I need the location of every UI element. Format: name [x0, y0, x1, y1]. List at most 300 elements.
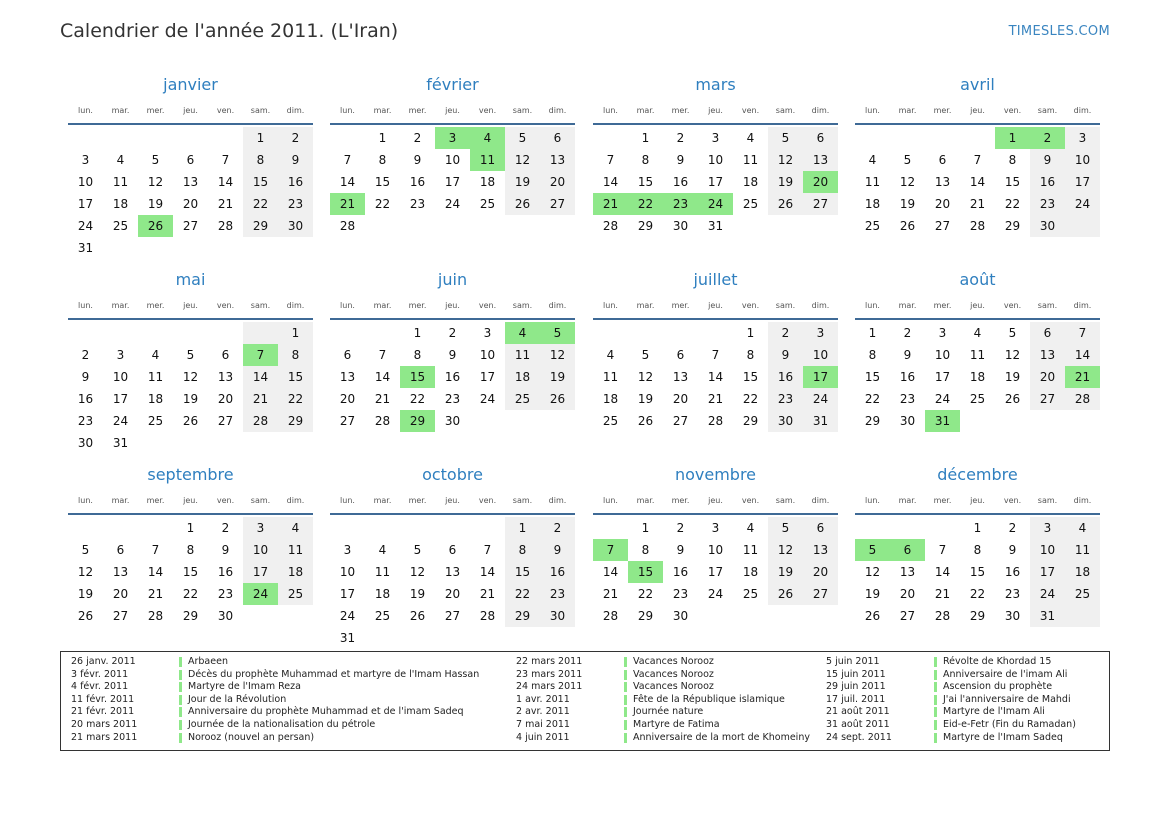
week-row [68, 432, 313, 454]
day-cell: 15 [287, 370, 304, 384]
week-row [855, 583, 1100, 605]
weekday-header [593, 100, 838, 120]
week-row [68, 149, 313, 171]
day-cell: 17 [252, 565, 269, 579]
day-cell: 14 [602, 175, 619, 189]
day-cell: 7 [606, 153, 615, 167]
day-cell: 17 [1074, 175, 1091, 189]
weekday-label: lun. [603, 105, 618, 115]
holiday-day-cell: 2 [1030, 127, 1065, 149]
legend-date: 4 févr. 2011 [71, 681, 129, 693]
day-cell: 13 [549, 153, 566, 167]
legend-date: 21 août 2011 [826, 706, 890, 718]
weekday-label: mer. [671, 300, 690, 310]
day-cell: 28 [602, 219, 619, 233]
weekday-label: sam. [775, 495, 796, 505]
holiday-day-cell: 21 [330, 193, 365, 215]
day-cell: 30 [1039, 219, 1056, 233]
day-cell: 3 [1043, 521, 1052, 535]
day-cell: 3 [711, 131, 720, 145]
day-cell: 22 [514, 587, 531, 601]
empty-day-cell [173, 322, 208, 344]
empty-day-cell [138, 237, 173, 259]
empty-day-cell [540, 215, 575, 237]
day-cell: 13 [672, 370, 689, 384]
day-cell: 22 [864, 392, 881, 406]
empty-day-cell [505, 627, 540, 649]
day-cell: 9 [676, 153, 685, 167]
day-cell: 16 [409, 175, 426, 189]
empty-day-cell [960, 127, 995, 149]
empty-day-cell [330, 127, 365, 149]
weekday-header [68, 100, 313, 120]
empty-day-cell [68, 322, 103, 344]
day-cell: 27 [899, 609, 916, 623]
day-cell: 10 [1039, 543, 1056, 557]
week-row [68, 605, 313, 627]
day-cell: 19 [514, 175, 531, 189]
day-cell: 26 [777, 197, 794, 211]
month-name: décembre [937, 465, 1018, 484]
day-cell: 31 [112, 436, 129, 450]
day-cell: 14 [934, 565, 951, 579]
legend-holiday-name: Anniversaire de l'imam Ali [943, 668, 1068, 680]
day-cell: 20 [112, 587, 129, 601]
day-cell: 24 [812, 392, 829, 406]
day-cell: 14 [374, 370, 391, 384]
empty-day-cell [1065, 215, 1100, 237]
day-cell: 14 [147, 565, 164, 579]
week-row [68, 366, 313, 388]
day-cell: 14 [252, 370, 269, 384]
weekday-label: mar. [111, 300, 130, 310]
day-cell: 10 [252, 543, 269, 557]
day-cell: 16 [1039, 175, 1056, 189]
weekday-label: lun. [340, 300, 355, 310]
weekday-label: jeu. [970, 495, 985, 505]
holiday-day-cell: 4 [505, 322, 540, 344]
week-row [855, 539, 1100, 561]
day-cell: 11 [1074, 543, 1091, 557]
holiday-color-marker [179, 695, 182, 705]
day-cell: 26 [514, 197, 531, 211]
week-row [330, 388, 575, 410]
day-cell: 28 [374, 414, 391, 428]
day-grid [593, 322, 838, 432]
week-row [593, 605, 838, 627]
holiday-day-cell: 7 [243, 344, 278, 366]
day-cell: 22 [287, 392, 304, 406]
day-cell: 31 [707, 219, 724, 233]
day-cell: 25 [147, 414, 164, 428]
day-cell: 29 [637, 609, 654, 623]
day-cell: 14 [339, 175, 356, 189]
day-cell: 16 [444, 370, 461, 384]
legend-item [71, 732, 479, 745]
day-cell: 9 [448, 348, 457, 362]
day-cell: 2 [1008, 521, 1017, 535]
month-6 [330, 265, 575, 432]
empty-day-cell [995, 410, 1030, 432]
day-cell: 5 [781, 521, 790, 535]
day-cell: 19 [549, 370, 566, 384]
day-cell: 2 [221, 521, 230, 535]
day-cell: 22 [374, 197, 391, 211]
holiday-color-marker [624, 695, 627, 705]
day-cell: 29 [252, 219, 269, 233]
day-cell: 15 [182, 565, 199, 579]
weekday-label: ven. [1003, 495, 1022, 505]
day-cell: 10 [479, 348, 496, 362]
day-cell: 25 [969, 392, 986, 406]
legend-holiday-name: Vacances Norooz [633, 681, 714, 693]
weekday-label: jeu. [708, 105, 723, 115]
day-cell: 14 [479, 565, 496, 579]
weekday-label: sam. [1037, 105, 1058, 115]
empty-day-cell [505, 410, 540, 432]
empty-day-cell [855, 127, 890, 149]
day-cell: 8 [186, 543, 195, 557]
day-cell: 25 [287, 587, 304, 601]
day-cell: 24 [112, 414, 129, 428]
day-cell: 9 [553, 543, 562, 557]
empty-day-cell [243, 237, 278, 259]
day-cell: 6 [343, 348, 352, 362]
month-name: septembre [147, 465, 234, 484]
week-row [855, 517, 1100, 539]
weekday-label: lun. [78, 300, 93, 310]
month-2 [330, 70, 575, 237]
month-name: février [426, 75, 479, 94]
empty-day-cell [925, 517, 960, 539]
day-cell: 24 [339, 609, 356, 623]
legend-item [826, 656, 1076, 669]
day-cell: 28 [707, 414, 724, 428]
day-cell: 5 [1008, 326, 1017, 340]
weekday-label: ven. [741, 105, 760, 115]
day-cell: 28 [969, 219, 986, 233]
day-cell: 27 [217, 414, 234, 428]
weekday-label: mar. [111, 495, 130, 505]
legend-holiday-name: Anniversaire du prophète Muhammad et de l'imam Sadeq [188, 706, 464, 718]
day-cell: 1 [378, 131, 387, 145]
day-cell: 22 [409, 392, 426, 406]
day-cell: 15 [637, 175, 654, 189]
holiday-day-cell: 29 [400, 410, 435, 432]
empty-day-cell [365, 517, 400, 539]
day-cell: 2 [291, 131, 300, 145]
day-cell: 12 [514, 153, 531, 167]
month-divider [593, 123, 838, 125]
day-cell: 1 [256, 131, 265, 145]
weekday-label: sam. [1037, 495, 1058, 505]
week-row [68, 322, 313, 344]
day-cell: 20 [182, 197, 199, 211]
week-row [68, 410, 313, 432]
empty-day-cell [540, 410, 575, 432]
weekday-label: lun. [603, 300, 618, 310]
empty-day-cell [400, 215, 435, 237]
day-cell: 2 [413, 131, 422, 145]
day-grid [330, 127, 575, 237]
day-cell: 20 [444, 587, 461, 601]
empty-day-cell [855, 517, 890, 539]
week-row [855, 149, 1100, 171]
empty-day-cell [138, 127, 173, 149]
week-row [330, 627, 575, 649]
day-cell: 29 [1004, 219, 1021, 233]
day-cell: 4 [606, 348, 615, 362]
day-cell: 5 [151, 153, 160, 167]
day-cell: 9 [81, 370, 90, 384]
legend-date: 23 mars 2011 [516, 668, 583, 680]
day-grid [330, 517, 575, 649]
month-name: juillet [693, 270, 738, 289]
day-cell: 2 [676, 131, 685, 145]
day-cell: 3 [81, 153, 90, 167]
holiday-day-cell: 15 [400, 366, 435, 388]
weekday-label: mar. [898, 300, 917, 310]
month-divider [68, 318, 313, 320]
empty-day-cell [593, 127, 628, 149]
legend-holiday-name: Martyre de Fatima [633, 718, 720, 730]
day-cell: 13 [217, 370, 234, 384]
legend-date: 21 mars 2011 [71, 731, 138, 743]
empty-day-cell [960, 410, 995, 432]
holiday-day-cell: 31 [925, 410, 960, 432]
weekday-label: jeu. [183, 105, 198, 115]
month-8 [855, 265, 1100, 432]
weekday-label: mar. [636, 495, 655, 505]
day-cell: 26 [777, 587, 794, 601]
week-row [330, 193, 575, 215]
day-cell: 27 [812, 587, 829, 601]
day-cell: 9 [291, 153, 300, 167]
day-cell: 26 [182, 414, 199, 428]
empty-day-cell [103, 517, 138, 539]
empty-day-cell [768, 215, 803, 237]
week-row [593, 561, 838, 583]
day-cell: 20 [899, 587, 916, 601]
site-logo-link[interactable]: TIMESLES.COM [1008, 24, 1110, 39]
weekday-label: jeu. [708, 300, 723, 310]
empty-day-cell [890, 127, 925, 149]
day-cell: 16 [77, 392, 94, 406]
day-cell: 27 [549, 197, 566, 211]
week-row [855, 388, 1100, 410]
day-cell: 6 [938, 153, 947, 167]
empty-day-cell [400, 627, 435, 649]
week-row [855, 410, 1100, 432]
day-cell: 30 [672, 609, 689, 623]
day-cell: 13 [1039, 348, 1056, 362]
empty-day-cell [540, 627, 575, 649]
day-cell: 1 [518, 521, 527, 535]
month-name: juin [437, 270, 468, 289]
day-cell: 12 [182, 370, 199, 384]
holiday-day-cell: 5 [855, 539, 890, 561]
empty-day-cell [208, 432, 243, 454]
day-cell: 11 [602, 370, 619, 384]
weekday-label: mar. [636, 105, 655, 115]
legend-date: 31 août 2011 [826, 718, 890, 730]
day-cell: 18 [374, 587, 391, 601]
legend-holiday-name: J'ai l'anniversaire de Mahdi [943, 693, 1071, 705]
legend-holiday-name: Journée de la nationalisation du pétrole [188, 718, 376, 730]
day-cell: 12 [864, 565, 881, 579]
weekday-label: jeu. [445, 300, 460, 310]
day-cell: 30 [217, 609, 234, 623]
day-cell: 1 [868, 326, 877, 340]
day-cell: 22 [1004, 197, 1021, 211]
day-cell: 25 [112, 219, 129, 233]
day-cell: 4 [973, 326, 982, 340]
day-cell: 28 [1074, 392, 1091, 406]
day-cell: 21 [374, 392, 391, 406]
weekday-label: sam. [250, 300, 271, 310]
empty-day-cell [803, 605, 838, 627]
day-cell: 30 [1004, 609, 1021, 623]
week-row [68, 344, 313, 366]
day-cell: 20 [1039, 370, 1056, 384]
day-cell: 24 [1039, 587, 1056, 601]
empty-day-cell [925, 127, 960, 149]
day-cell: 11 [514, 348, 531, 362]
weekday-label: lun. [78, 495, 93, 505]
week-row [68, 561, 313, 583]
day-cell: 22 [742, 392, 759, 406]
month-divider [330, 513, 575, 515]
legend-holiday-name: Anniversaire de la mort de Khomeiny [633, 731, 810, 743]
holiday-day-cell: 11 [470, 149, 505, 171]
day-cell: 23 [444, 392, 461, 406]
day-cell: 1 [641, 131, 650, 145]
empty-day-cell [470, 627, 505, 649]
day-cell: 12 [549, 348, 566, 362]
day-cell: 2 [81, 348, 90, 362]
weekday-header [855, 295, 1100, 315]
empty-day-cell [435, 627, 470, 649]
empty-day-cell [435, 517, 470, 539]
day-cell: 3 [711, 521, 720, 535]
day-cell: 18 [969, 370, 986, 384]
day-cell: 25 [742, 587, 759, 601]
day-cell: 8 [746, 348, 755, 362]
day-cell: 2 [781, 326, 790, 340]
weekday-label: sam. [775, 300, 796, 310]
holiday-day-cell: 21 [593, 193, 628, 215]
month-3 [593, 70, 838, 237]
day-cell: 21 [707, 392, 724, 406]
empty-day-cell [698, 322, 733, 344]
empty-day-cell [208, 127, 243, 149]
day-cell: 27 [444, 609, 461, 623]
empty-day-cell [103, 237, 138, 259]
weekday-label: mer. [933, 300, 952, 310]
day-cell: 12 [409, 565, 426, 579]
day-cell: 10 [934, 348, 951, 362]
weekday-label: ven. [1003, 300, 1022, 310]
weekday-header [68, 295, 313, 315]
day-cell: 21 [934, 587, 951, 601]
day-cell: 8 [413, 348, 422, 362]
week-row [855, 344, 1100, 366]
month-4 [855, 70, 1100, 237]
week-row [330, 366, 575, 388]
empty-day-cell [593, 322, 628, 344]
day-cell: 7 [378, 348, 387, 362]
legend-date: 22 mars 2011 [516, 656, 583, 667]
day-cell: 16 [899, 370, 916, 384]
holiday-day-cell: 6 [890, 539, 925, 561]
day-cell: 12 [147, 175, 164, 189]
empty-day-cell [435, 215, 470, 237]
weekday-label: dim. [811, 495, 830, 505]
week-row [330, 127, 575, 149]
holiday-color-marker [624, 670, 627, 680]
day-cell: 30 [899, 414, 916, 428]
day-cell: 17 [707, 565, 724, 579]
day-cell: 13 [444, 565, 461, 579]
day-cell: 24 [479, 392, 496, 406]
day-cell: 8 [1008, 153, 1017, 167]
day-cell: 13 [339, 370, 356, 384]
day-cell: 17 [77, 197, 94, 211]
day-cell: 19 [182, 392, 199, 406]
day-cell: 31 [812, 414, 829, 428]
day-cell: 14 [217, 175, 234, 189]
day-cell: 10 [812, 348, 829, 362]
weekday-label: jeu. [708, 495, 723, 505]
day-cell: 13 [812, 543, 829, 557]
legend-date: 24 mars 2011 [516, 681, 583, 693]
empty-day-cell [470, 410, 505, 432]
legend-item [826, 681, 1076, 694]
weekday-label: dim. [286, 300, 305, 310]
day-cell: 23 [777, 392, 794, 406]
day-cell: 27 [812, 197, 829, 211]
weekday-label: sam. [512, 300, 533, 310]
empty-day-cell [103, 127, 138, 149]
day-cell: 10 [707, 153, 724, 167]
day-cell: 28 [479, 609, 496, 623]
day-cell: 25 [1074, 587, 1091, 601]
day-cell: 19 [147, 197, 164, 211]
holiday-day-cell: 5 [540, 322, 575, 344]
empty-day-cell [103, 322, 138, 344]
day-cell: 11 [374, 565, 391, 579]
day-cell: 11 [969, 348, 986, 362]
legend-item [71, 719, 479, 732]
empty-day-cell [243, 432, 278, 454]
day-cell: 23 [899, 392, 916, 406]
day-cell: 23 [77, 414, 94, 428]
day-grid [68, 322, 313, 454]
weekday-label: jeu. [183, 300, 198, 310]
legend-holiday-name: Martyre de l'Imam Ali [943, 706, 1045, 718]
day-cell: 20 [812, 565, 829, 579]
day-cell: 20 [934, 197, 951, 211]
month-name: mai [175, 270, 206, 289]
weekday-label: jeu. [445, 495, 460, 505]
day-cell: 27 [934, 219, 951, 233]
day-cell: 2 [448, 326, 457, 340]
day-cell: 10 [444, 153, 461, 167]
empty-day-cell [243, 322, 278, 344]
legend-item [516, 732, 810, 745]
weekday-label: sam. [512, 105, 533, 115]
weekday-label: mar. [111, 105, 130, 115]
